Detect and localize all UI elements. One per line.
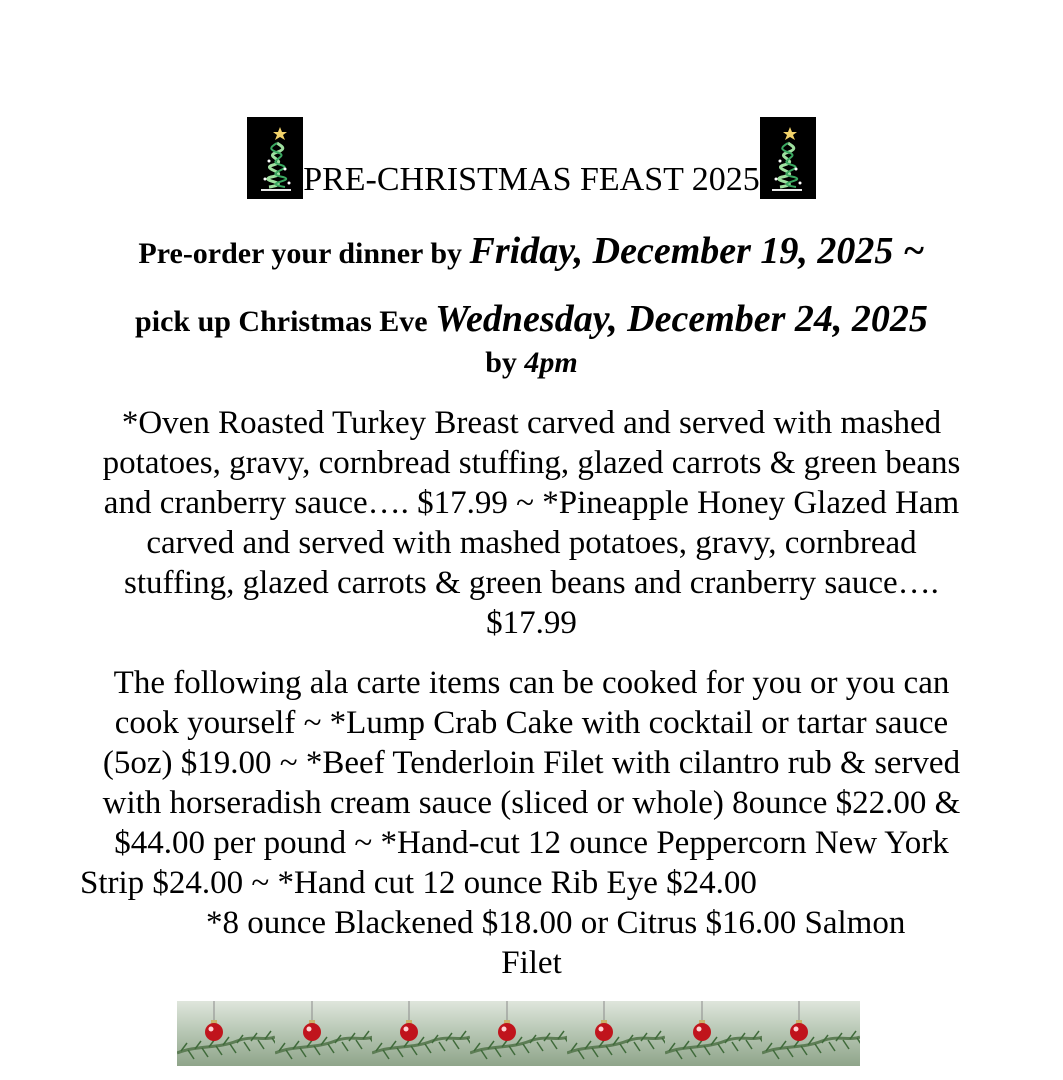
dinner-menu-line: stuffing, glazed carrots & green beans and cranberry sauce…. bbox=[124, 565, 939, 601]
alacarte-menu-line: (5oz) $19.00 ~ *Beef Tenderloin Filet with cilantro rub & served bbox=[102, 745, 961, 781]
alacarte-menu-line: *8 ounce Blackened $18.00 or Citrus $16.00 Salmon bbox=[206, 905, 906, 941]
alacarte-menu-line: Strip $24.00 ~ *Hand cut 12 ounce Rib Eye $24.00 bbox=[80, 865, 757, 901]
alacarte-menu-line: The following ala carte items can be cooked for you or you can bbox=[113, 665, 950, 701]
title-row bbox=[0, 115, 1063, 199]
ornament-icon bbox=[470, 1001, 568, 1066]
dinner-menu-line: and cranberry sauce…. $17.99 ~ *Pineapple Honey Glazed Ham bbox=[103, 485, 960, 521]
ornament-icon bbox=[567, 1001, 665, 1066]
preorder-line bbox=[0, 228, 1063, 277]
christmas-tree-icon bbox=[760, 117, 816, 199]
pickup-time-line bbox=[0, 343, 1063, 383]
pickup-lead: pick up Christmas Eve bbox=[135, 305, 436, 338]
pickup-time: 4pm bbox=[524, 346, 578, 379]
alacarte-menu-line: Filet bbox=[501, 945, 562, 981]
pickup-date: Wednesday, December 24, 2025 bbox=[435, 298, 928, 340]
preorder-date: Friday, December 19, 2025 ~ bbox=[469, 230, 925, 272]
alacarte-menu-line: $44.00 per pound ~ *Hand-cut 12 ounce Peppercorn New York bbox=[114, 825, 949, 861]
alacarte-menu-line: cook yourself ~ *Lump Crab Cake with cocktail or tartar sauce bbox=[114, 705, 949, 741]
ornament-icon bbox=[177, 1001, 275, 1066]
pickup-line bbox=[0, 296, 1063, 345]
dinner-menu-line: carved and served with mashed potatoes, gravy, cornbread bbox=[146, 525, 917, 561]
dinner-menu-line: *Oven Roasted Turkey Breast carved and served with mashed bbox=[121, 405, 942, 441]
christmas-tree-icon bbox=[247, 117, 303, 199]
ornament-icon bbox=[372, 1001, 470, 1066]
page-title: PRE-CHRISTMAS FEAST 2025 bbox=[303, 161, 760, 198]
alacarte-menu-line: with horseradish cream sauce (sliced or whole) 8ounce $22.00 & bbox=[102, 785, 961, 821]
alacarte-menu bbox=[0, 663, 1063, 983]
ornament-icon bbox=[762, 1001, 860, 1066]
preorder-lead: Pre-order your dinner by bbox=[138, 237, 470, 270]
pickup-by: by bbox=[485, 346, 525, 379]
ornament-icon bbox=[665, 1001, 763, 1066]
dinner-menu bbox=[0, 403, 1063, 643]
ornament-icon bbox=[275, 1001, 373, 1066]
dinner-menu-line: potatoes, gravy, cornbread stuffing, glazed carrots & green beans bbox=[102, 445, 961, 481]
ornament-border bbox=[177, 1001, 860, 1066]
dinner-menu-line: $17.99 bbox=[486, 605, 577, 641]
